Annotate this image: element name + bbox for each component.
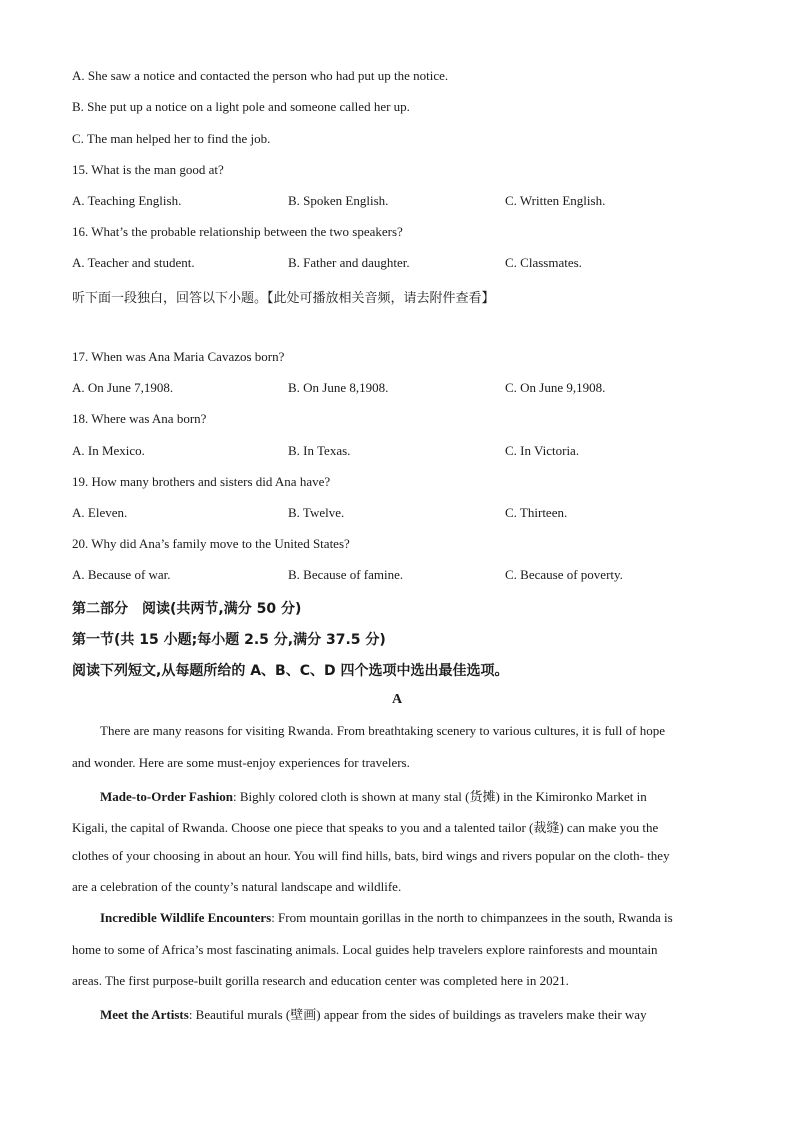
audio-instruction: 听下面一段独白，回答以下小题。【此处可播放相关音频，请去附件查看】 xyxy=(72,291,495,306)
q16-option-a: A. Teacher and student. xyxy=(72,255,195,270)
paragraph-artists-text: : Beautiful murals (壁画) appear from the sides of buildings as travelers make their way xyxy=(188,1007,647,1022)
q14-option-c: C. The man helped her to find the job. xyxy=(72,131,271,146)
q18-option-c: C. In Victoria. xyxy=(505,443,580,458)
q17-option-b: B. On June 8,1908. xyxy=(288,380,389,395)
q15-option-b: B. Spoken English. xyxy=(288,193,389,208)
passage-label: A xyxy=(391,692,403,707)
paragraph-fashion-heading: Made-to-Order Fashion xyxy=(100,789,233,804)
q19-option-b: B. Twelve. xyxy=(288,505,345,520)
q15-option-c: C. Written English. xyxy=(505,193,606,208)
section2-instruction: 阅读下列短文,从每题所给的 A、B、C、D 四个选项中选出最佳选项。 xyxy=(72,663,509,679)
section2-subtitle: 第一节(共 15 小题;每小题 2.5 分,满分 37.5 分) xyxy=(72,632,386,648)
q19-option-c: C. Thirteen. xyxy=(505,505,568,520)
q18-option-b: B. In Texas. xyxy=(288,443,351,458)
passage-intro-line-2: and wonder. Here are some must-enjoy experiences for travelers. xyxy=(72,755,410,770)
paragraph-fashion-line-3: clothes of your choosing in about an hour. You will find hills, bats, bird wings and rivers popular on the cloth- they xyxy=(72,848,670,863)
q20-stem: 20. Why did Ana’s family move to the United States? xyxy=(72,536,350,551)
passage-intro-line-1: There are many reasons for visiting Rwanda. From breathtaking scenery to various cultures, it is full of hope xyxy=(100,723,665,738)
paragraph-fashion-line-4: are a celebration of the county’s natural landscape and wildlife. xyxy=(72,879,402,894)
q16-stem: 16. What’s the probable relationship between the two speakers? xyxy=(72,224,403,239)
paragraph-artists-heading: Meet the Artists xyxy=(100,1007,189,1022)
q20-option-c: C. Because of poverty. xyxy=(505,567,623,582)
paragraph-wildlife-line-3: areas. The first purpose-built gorilla research and education center was completed here in 2021. xyxy=(72,973,569,988)
q15-option-a: A. Teaching English. xyxy=(72,193,182,208)
paragraph-wildlife-line-1 xyxy=(100,910,750,926)
paragraph-fashion-text: : Bighly colored cloth is shown at many stal (货摊) in the Kimironko Market in xyxy=(233,789,647,804)
paragraph-wildlife-heading: Incredible Wildlife Encounters xyxy=(100,910,272,925)
q19-option-a: A. Eleven. xyxy=(72,505,128,520)
q14-option-b: B. She put up a notice on a light pole and someone called her up. xyxy=(72,99,410,114)
paragraph-wildlife-line-2: home to some of Africa’s most fascinating animals. Local guides help travelers explore rainforests and mountain xyxy=(72,942,658,957)
q18-stem: 18. Where was Ana born? xyxy=(72,411,207,426)
q17-option-c: C. On June 9,1908. xyxy=(505,380,606,395)
q17-option-a: A. On June 7,1908. xyxy=(72,380,174,395)
section2-title: 第二部分 阅读(共两节,满分 50 分) xyxy=(72,601,302,617)
paragraph-fashion-line-2: Kigali, the capital of Rwanda. Choose one piece that speaks to you and a talented tailor (裁缝) can make you the xyxy=(72,820,659,835)
q15-stem: 15. What is the man good at? xyxy=(72,162,224,177)
q20-option-b: B. Because of famine. xyxy=(288,567,404,582)
paragraph-artists-line-1 xyxy=(100,1004,750,1023)
q16-option-b: B. Father and daughter. xyxy=(288,255,410,270)
paragraph-wildlife-text: : From mountain gorillas in the north to chimpanzees in the south, Rwanda is xyxy=(271,910,673,925)
q19-stem: 19. How many brothers and sisters did Ana have? xyxy=(72,474,331,489)
q18-option-a: A. In Mexico. xyxy=(72,443,145,458)
q14-option-a: A. She saw a notice and contacted the person who had put up the notice. xyxy=(72,68,449,83)
paragraph-fashion-line-1 xyxy=(100,786,750,805)
q20-option-a: A. Because of war. xyxy=(72,567,171,582)
q16-option-c: C. Classmates. xyxy=(505,255,582,270)
q17-stem: 17. When was Ana Maria Cavazos born? xyxy=(72,349,285,364)
